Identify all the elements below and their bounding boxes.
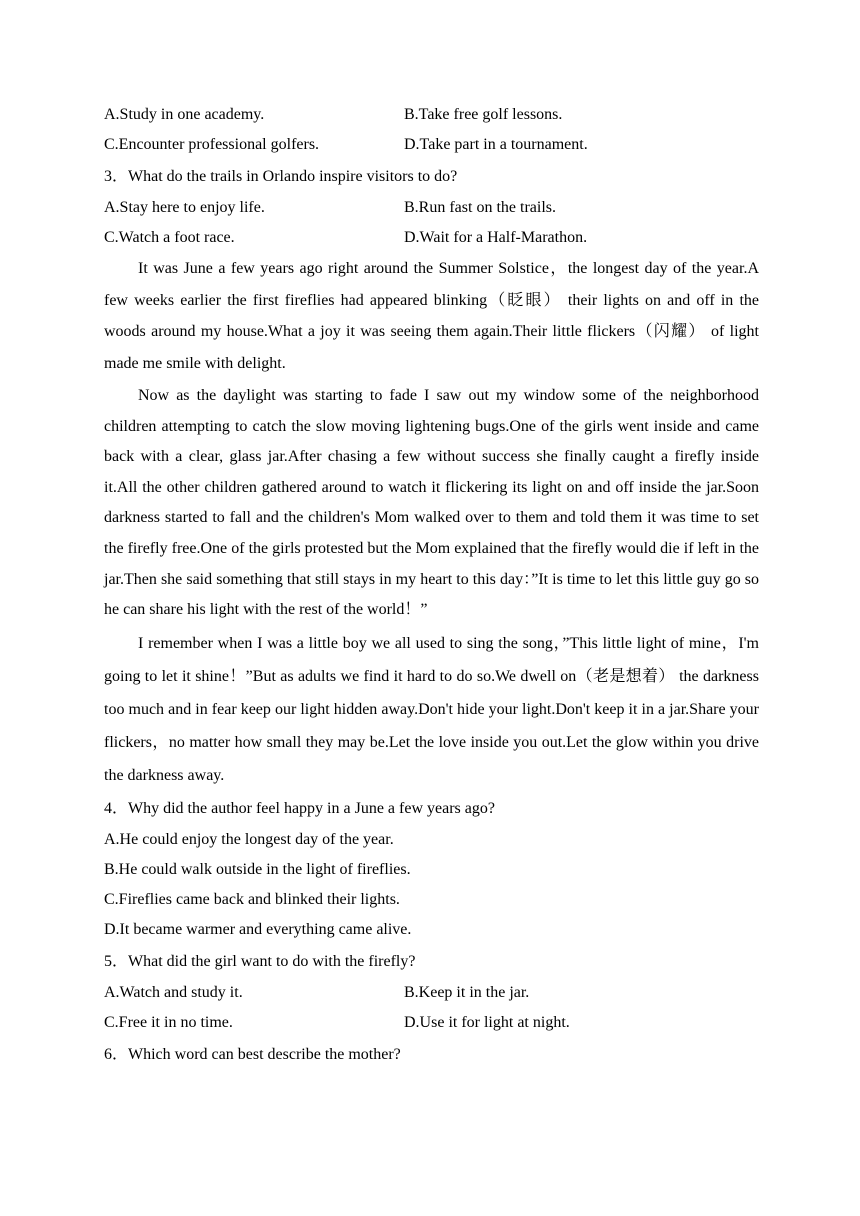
- passage-paragraph-1: It was June a few years ago right around the Summer Solstice，the longest day of the year.A few weeks earlier the first fireflies had appeared blinking（眨眼） their lights on and off in the woods around my house.What a joy it was seeing them again.Their little flickers（闪耀） of light made me smile with delight.: [104, 260, 760, 372]
- q5-options-row-1: [104, 978, 759, 1008]
- passage-paragraph-2: Now as the daylight was starting to fade I saw out my window some of the neighborhood children attempting to catch the slow moving lightening bugs.One of the girls went inside and came back with a clear, glass jar.After chasing a few without success she finally caught a firefly inside it.All the other children gathered around to watch it flickering its light on and off inside the jar.Soon darkness started to fall and the children's Mom walked over to them and told them it was time to set the firefly free.One of the girls protested but the Mom explained that the firefly would die if left in the jar.Then she said something that still stays in my heart to this day：”It is time to let this little guy go so he can share his light with the rest of the world！”: [104, 387, 759, 619]
- q5-option-d: D.Use it for light at night.: [404, 1013, 570, 1031]
- q5-options-row-2: [104, 1008, 759, 1038]
- q5-question: 5．What did the girl want to do with the firefly?: [104, 952, 416, 970]
- q3-option-a: A.Stay here to enjoy life.: [104, 199, 265, 216]
- q4-option-a: A.He could enjoy the longest day of the year.: [104, 830, 394, 848]
- q4-option-c: C.Fireflies came back and blinked their lights.: [104, 890, 400, 908]
- q4-option-d: D.It became warmer and everything came alive.: [104, 920, 412, 938]
- q3-option-c: C.Watch a foot race.: [104, 229, 235, 246]
- q2-options-row-2: [104, 130, 759, 160]
- q5-option-c: C.Free it in no time.: [104, 1013, 233, 1031]
- q2-option-c: C.Encounter professional golfers.: [104, 136, 320, 153]
- q6-question: 6．Which word can best describe the mother?: [104, 1045, 401, 1063]
- q3-question: 3．What do the trails in Orlando inspire visitors to do?: [104, 168, 458, 185]
- passage-paragraph-3: I remember when I was a little boy we all used to sing the song，”This little light of mine，I'm going to let it shine！”But as adults we find it hard to do so.We dwell on（老是想着） the darkness too much and in fear keep our light hidden away.Don't hide your light.Don't keep it in a jar.Share your flickers，no matter how small they may be.Let the love inside you out.Let the glow within you drive the darkness away.: [104, 634, 759, 784]
- q5-option-b: B.Keep it in the jar.: [404, 983, 530, 1001]
- document-page: [104, 100, 759, 1071]
- q2-options-row-1: [104, 100, 759, 130]
- q2-option-a: A.Study in one academy.: [104, 106, 265, 123]
- q3-option-d: D.Wait for a Half-Marathon.: [404, 229, 588, 246]
- q5-option-a: A.Watch and study it.: [104, 983, 243, 1001]
- q2-option-b: B.Take free golf lessons.: [404, 106, 563, 123]
- q3-options-row-1: [104, 193, 759, 223]
- q4-option-b: B.He could walk outside in the light of fireflies.: [104, 860, 411, 878]
- q2-option-d: D.Take part in a tournament.: [404, 136, 588, 153]
- q3-options-row-2: [104, 223, 759, 253]
- q4-question: 4．Why did the author feel happy in a June a few years ago?: [104, 799, 495, 817]
- q3-option-b: B.Run fast on the trails.: [404, 199, 556, 216]
